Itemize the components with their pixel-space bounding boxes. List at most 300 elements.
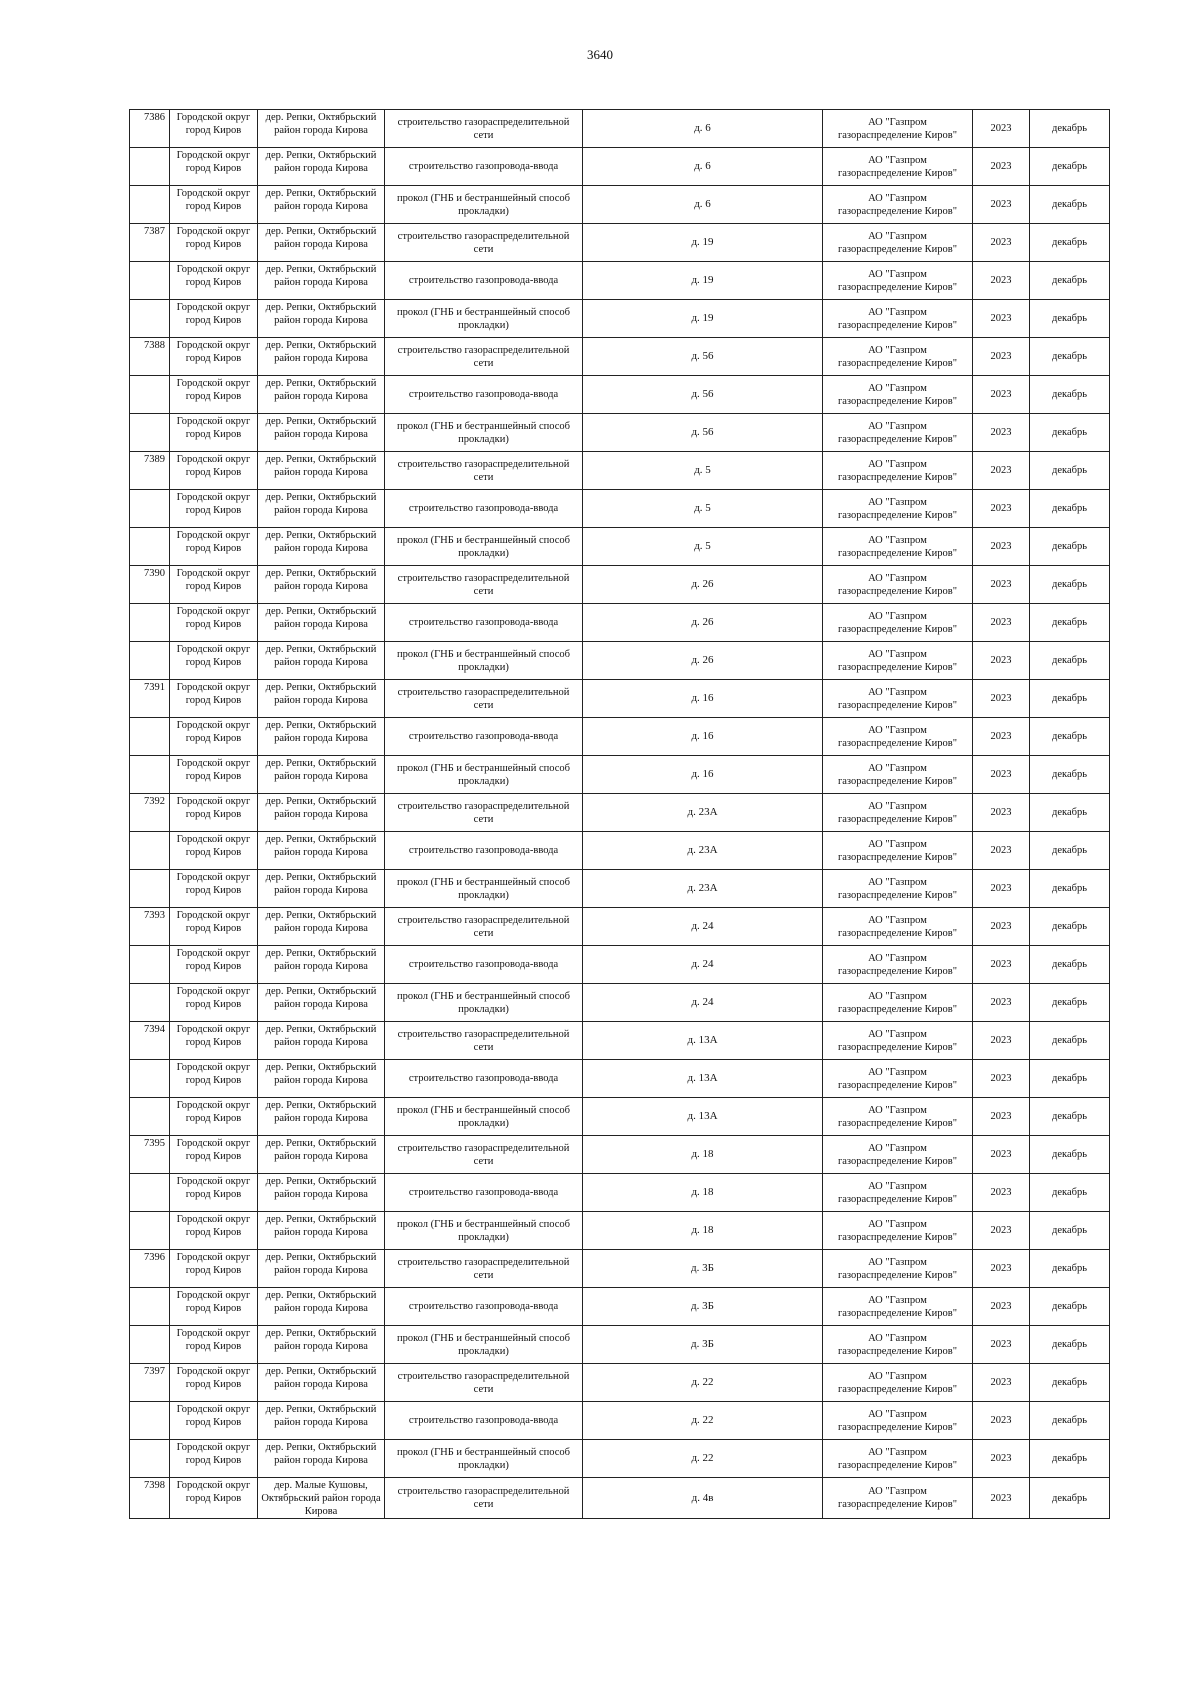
row-number [130, 1402, 170, 1440]
location-cell: дер. Репки, Октябрьский район города Кирова [258, 338, 385, 376]
table-row [130, 642, 1110, 680]
location-cell: дер. Репки, Октябрьский район города Кирова [258, 1288, 385, 1326]
house-number-cell: д. 13А [583, 1022, 823, 1060]
location-cell: дер. Репки, Октябрьский район города Кирова [258, 832, 385, 870]
work-type-cell: строительство газораспределительной сети [385, 1478, 583, 1519]
house-number-cell: д. 18 [583, 1174, 823, 1212]
table-row [130, 1022, 1110, 1060]
organization-cell: АО "Газпром газораспределение Киров" [823, 1174, 973, 1212]
municipality-cell: Городской округ город Киров [170, 908, 258, 946]
month-cell: декабрь [1030, 376, 1110, 414]
table-row [130, 1402, 1110, 1440]
table-row [130, 376, 1110, 414]
house-number-cell: д. 23А [583, 832, 823, 870]
table-row [130, 490, 1110, 528]
row-number: 7396 [130, 1250, 170, 1288]
row-number: 7389 [130, 452, 170, 490]
year-cell: 2023 [973, 984, 1030, 1022]
organization-cell: АО "Газпром газораспределение Киров" [823, 1288, 973, 1326]
work-type-cell: прокол (ГНБ и бестраншейный способ прокладки) [385, 870, 583, 908]
table-row [130, 794, 1110, 832]
row-number: 7387 [130, 224, 170, 262]
organization-cell: АО "Газпром газораспределение Киров" [823, 148, 973, 186]
table-row [130, 1060, 1110, 1098]
location-cell: дер. Репки, Октябрьский район города Кирова [258, 1364, 385, 1402]
month-cell: декабрь [1030, 1022, 1110, 1060]
table-row [130, 1478, 1110, 1519]
house-number-cell: д. 26 [583, 604, 823, 642]
house-number-cell: д. 6 [583, 148, 823, 186]
location-cell: дер. Репки, Октябрьский район города Кирова [258, 604, 385, 642]
municipality-cell: Городской округ город Киров [170, 794, 258, 832]
year-cell: 2023 [973, 1136, 1030, 1174]
municipality-cell: Городской округ город Киров [170, 680, 258, 718]
year-cell: 2023 [973, 794, 1030, 832]
location-cell: дер. Репки, Октябрьский район города Кирова [258, 452, 385, 490]
location-cell: дер. Репки, Октябрьский район города Кирова [258, 642, 385, 680]
year-cell: 2023 [973, 1326, 1030, 1364]
location-cell: дер. Репки, Октябрьский район города Кирова [258, 1098, 385, 1136]
municipality-cell: Городской округ город Киров [170, 1402, 258, 1440]
house-number-cell: д. 13А [583, 1098, 823, 1136]
municipality-cell: Городской округ город Киров [170, 870, 258, 908]
table-row [130, 1326, 1110, 1364]
table-row [130, 756, 1110, 794]
municipality-cell: Городской округ город Киров [170, 1326, 258, 1364]
location-cell: дер. Репки, Октябрьский район города Кирова [258, 756, 385, 794]
municipality-cell: Городской округ город Киров [170, 528, 258, 566]
work-type-cell: строительство газораспределительной сети [385, 1364, 583, 1402]
work-type-cell: строительство газораспределительной сети [385, 224, 583, 262]
month-cell: декабрь [1030, 870, 1110, 908]
row-number [130, 148, 170, 186]
table-row [130, 604, 1110, 642]
municipality-cell: Городской округ город Киров [170, 376, 258, 414]
house-number-cell: д. 3Б [583, 1326, 823, 1364]
month-cell: декабрь [1030, 1440, 1110, 1478]
location-cell: дер. Репки, Октябрьский район города Кирова [258, 224, 385, 262]
organization-cell: АО "Газпром газораспределение Киров" [823, 110, 973, 148]
organization-cell: АО "Газпром газораспределение Киров" [823, 566, 973, 604]
municipality-cell: Городской округ город Киров [170, 490, 258, 528]
registry-table [129, 109, 1110, 1519]
table-row [130, 186, 1110, 224]
row-number [130, 1212, 170, 1250]
month-cell: декабрь [1030, 566, 1110, 604]
house-number-cell: д. 6 [583, 110, 823, 148]
year-cell: 2023 [973, 1440, 1030, 1478]
organization-cell: АО "Газпром газораспределение Киров" [823, 1136, 973, 1174]
organization-cell: АО "Газпром газораспределение Киров" [823, 452, 973, 490]
row-number [130, 984, 170, 1022]
month-cell: декабрь [1030, 414, 1110, 452]
organization-cell: АО "Газпром газораспределение Киров" [823, 604, 973, 642]
work-type-cell: строительство газораспределительной сети [385, 452, 583, 490]
row-number [130, 1440, 170, 1478]
work-type-cell: прокол (ГНБ и бестраншейный способ прокладки) [385, 1326, 583, 1364]
location-cell: дер. Репки, Октябрьский район города Кирова [258, 148, 385, 186]
municipality-cell: Городской округ город Киров [170, 1478, 258, 1519]
year-cell: 2023 [973, 870, 1030, 908]
house-number-cell: д. 16 [583, 680, 823, 718]
row-number: 7386 [130, 110, 170, 148]
year-cell: 2023 [973, 262, 1030, 300]
month-cell: декабрь [1030, 1478, 1110, 1519]
table-row [130, 338, 1110, 376]
organization-cell: АО "Газпром газораспределение Киров" [823, 490, 973, 528]
month-cell: декабрь [1030, 452, 1110, 490]
organization-cell: АО "Газпром газораспределение Киров" [823, 300, 973, 338]
organization-cell: АО "Газпром газораспределение Киров" [823, 908, 973, 946]
location-cell: дер. Репки, Октябрьский район города Кирова [258, 566, 385, 604]
location-cell: дер. Репки, Октябрьский район города Кирова [258, 794, 385, 832]
month-cell: декабрь [1030, 794, 1110, 832]
row-number: 7395 [130, 1136, 170, 1174]
month-cell: декабрь [1030, 186, 1110, 224]
year-cell: 2023 [973, 186, 1030, 224]
municipality-cell: Городской округ город Киров [170, 148, 258, 186]
location-cell: дер. Репки, Октябрьский район города Кирова [258, 1022, 385, 1060]
house-number-cell: д. 22 [583, 1440, 823, 1478]
month-cell: декабрь [1030, 946, 1110, 984]
work-type-cell: строительство газораспределительной сети [385, 680, 583, 718]
house-number-cell: д. 22 [583, 1364, 823, 1402]
row-number [130, 1098, 170, 1136]
row-number [130, 300, 170, 338]
month-cell: декабрь [1030, 604, 1110, 642]
table-row [130, 148, 1110, 186]
month-cell: декабрь [1030, 110, 1110, 148]
house-number-cell: д. 5 [583, 452, 823, 490]
location-cell: дер. Репки, Октябрьский район города Кирова [258, 1250, 385, 1288]
month-cell: декабрь [1030, 832, 1110, 870]
house-number-cell: д. 24 [583, 908, 823, 946]
row-number [130, 946, 170, 984]
year-cell: 2023 [973, 300, 1030, 338]
month-cell: декабрь [1030, 1288, 1110, 1326]
year-cell: 2023 [973, 832, 1030, 870]
year-cell: 2023 [973, 718, 1030, 756]
work-type-cell: строительство газопровода-ввода [385, 1402, 583, 1440]
year-cell: 2023 [973, 1402, 1030, 1440]
row-number: 7392 [130, 794, 170, 832]
row-number [130, 1174, 170, 1212]
organization-cell: АО "Газпром газораспределение Киров" [823, 1326, 973, 1364]
month-cell: декабрь [1030, 1098, 1110, 1136]
year-cell: 2023 [973, 414, 1030, 452]
location-cell: дер. Репки, Октябрьский район города Кирова [258, 680, 385, 718]
location-cell: дер. Репки, Октябрьский район города Кирова [258, 414, 385, 452]
house-number-cell: д. 4в [583, 1478, 823, 1519]
year-cell: 2023 [973, 224, 1030, 262]
table-row [130, 566, 1110, 604]
organization-cell: АО "Газпром газораспределение Киров" [823, 984, 973, 1022]
row-number [130, 832, 170, 870]
work-type-cell: строительство газораспределительной сети [385, 908, 583, 946]
work-type-cell: строительство газопровода-ввода [385, 262, 583, 300]
table-row [130, 946, 1110, 984]
row-number [130, 490, 170, 528]
year-cell: 2023 [973, 148, 1030, 186]
year-cell: 2023 [973, 1212, 1030, 1250]
municipality-cell: Городской округ город Киров [170, 1136, 258, 1174]
house-number-cell: д. 56 [583, 414, 823, 452]
house-number-cell: д. 16 [583, 718, 823, 756]
year-cell: 2023 [973, 642, 1030, 680]
month-cell: декабрь [1030, 1364, 1110, 1402]
house-number-cell: д. 26 [583, 642, 823, 680]
municipality-cell: Городской округ город Киров [170, 1440, 258, 1478]
organization-cell: АО "Газпром газораспределение Киров" [823, 528, 973, 566]
house-number-cell: д. 24 [583, 984, 823, 1022]
month-cell: декабрь [1030, 528, 1110, 566]
house-number-cell: д. 19 [583, 224, 823, 262]
organization-cell: АО "Газпром газораспределение Киров" [823, 832, 973, 870]
municipality-cell: Городской округ город Киров [170, 1288, 258, 1326]
row-number: 7390 [130, 566, 170, 604]
municipality-cell: Городской округ город Киров [170, 110, 258, 148]
page-number: 3640 [587, 47, 613, 62]
table-row [130, 870, 1110, 908]
row-number: 7398 [130, 1478, 170, 1519]
location-cell: дер. Репки, Октябрьский район города Кирова [258, 984, 385, 1022]
month-cell: декабрь [1030, 338, 1110, 376]
location-cell: дер. Репки, Октябрьский район города Кирова [258, 528, 385, 566]
year-cell: 2023 [973, 1478, 1030, 1519]
table-row [130, 1440, 1110, 1478]
work-type-cell: прокол (ГНБ и бестраншейный способ прокладки) [385, 1440, 583, 1478]
house-number-cell: д. 3Б [583, 1250, 823, 1288]
work-type-cell: строительство газораспределительной сети [385, 794, 583, 832]
work-type-cell: строительство газопровода-ввода [385, 946, 583, 984]
municipality-cell: Городской округ город Киров [170, 604, 258, 642]
house-number-cell: д. 56 [583, 376, 823, 414]
work-type-cell: прокол (ГНБ и бестраншейный способ прокладки) [385, 414, 583, 452]
row-number [130, 870, 170, 908]
row-number [130, 528, 170, 566]
house-number-cell: д. 18 [583, 1212, 823, 1250]
year-cell: 2023 [973, 338, 1030, 376]
municipality-cell: Городской округ город Киров [170, 1174, 258, 1212]
house-number-cell: д. 19 [583, 300, 823, 338]
location-cell: дер. Репки, Октябрьский район города Кирова [258, 490, 385, 528]
organization-cell: АО "Газпром газораспределение Киров" [823, 642, 973, 680]
row-number [130, 1288, 170, 1326]
organization-cell: АО "Газпром газораспределение Киров" [823, 946, 973, 984]
table-row [130, 528, 1110, 566]
table-row [130, 718, 1110, 756]
location-cell: дер. Репки, Октябрьский район города Кирова [258, 300, 385, 338]
location-cell: дер. Репки, Октябрьский район города Кирова [258, 1326, 385, 1364]
row-number [130, 756, 170, 794]
row-number [130, 718, 170, 756]
work-type-cell: строительство газораспределительной сети [385, 1022, 583, 1060]
work-type-cell: строительство газопровода-ввода [385, 718, 583, 756]
month-cell: декабрь [1030, 490, 1110, 528]
year-cell: 2023 [973, 566, 1030, 604]
year-cell: 2023 [973, 1174, 1030, 1212]
year-cell: 2023 [973, 680, 1030, 718]
table-row [130, 908, 1110, 946]
municipality-cell: Городской округ город Киров [170, 566, 258, 604]
organization-cell: АО "Газпром газораспределение Киров" [823, 756, 973, 794]
row-number [130, 604, 170, 642]
house-number-cell: д. 6 [583, 186, 823, 224]
month-cell: декабрь [1030, 1250, 1110, 1288]
location-cell: дер. Репки, Октябрьский район города Кирова [258, 376, 385, 414]
municipality-cell: Городской округ город Киров [170, 186, 258, 224]
organization-cell: АО "Газпром газораспределение Киров" [823, 870, 973, 908]
month-cell: декабрь [1030, 1060, 1110, 1098]
municipality-cell: Городской округ город Киров [170, 1212, 258, 1250]
month-cell: декабрь [1030, 1174, 1110, 1212]
work-type-cell: прокол (ГНБ и бестраншейный способ прокладки) [385, 756, 583, 794]
month-cell: декабрь [1030, 984, 1110, 1022]
location-cell: дер. Репки, Октябрьский район города Кирова [258, 1440, 385, 1478]
house-number-cell: д. 26 [583, 566, 823, 604]
month-cell: декабрь [1030, 300, 1110, 338]
row-number [130, 1060, 170, 1098]
work-type-cell: строительство газопровода-ввода [385, 1060, 583, 1098]
year-cell: 2023 [973, 1250, 1030, 1288]
month-cell: декабрь [1030, 756, 1110, 794]
work-type-cell: строительство газопровода-ввода [385, 1174, 583, 1212]
table-row [130, 1098, 1110, 1136]
organization-cell: АО "Газпром газораспределение Киров" [823, 1022, 973, 1060]
municipality-cell: Городской округ город Киров [170, 946, 258, 984]
year-cell: 2023 [973, 490, 1030, 528]
table-row [130, 1174, 1110, 1212]
location-cell: дер. Репки, Октябрьский район города Кирова [258, 908, 385, 946]
organization-cell: АО "Газпром газораспределение Киров" [823, 1060, 973, 1098]
location-cell: дер. Репки, Октябрьский район города Кирова [258, 186, 385, 224]
month-cell: декабрь [1030, 224, 1110, 262]
year-cell: 2023 [973, 528, 1030, 566]
row-number [130, 376, 170, 414]
month-cell: декабрь [1030, 908, 1110, 946]
house-number-cell: д. 13А [583, 1060, 823, 1098]
year-cell: 2023 [973, 1098, 1030, 1136]
organization-cell: АО "Газпром газораспределение Киров" [823, 680, 973, 718]
location-cell: дер. Репки, Октябрьский район города Кирова [258, 262, 385, 300]
year-cell: 2023 [973, 110, 1030, 148]
organization-cell: АО "Газпром газораспределение Киров" [823, 224, 973, 262]
table-row [130, 262, 1110, 300]
month-cell: декабрь [1030, 148, 1110, 186]
municipality-cell: Городской округ город Киров [170, 756, 258, 794]
work-type-cell: строительство газораспределительной сети [385, 338, 583, 376]
work-type-cell: прокол (ГНБ и бестраншейный способ прокладки) [385, 642, 583, 680]
house-number-cell: д. 22 [583, 1402, 823, 1440]
house-number-cell: д. 18 [583, 1136, 823, 1174]
house-number-cell: д. 5 [583, 528, 823, 566]
month-cell: декабрь [1030, 1402, 1110, 1440]
organization-cell: АО "Газпром газораспределение Киров" [823, 186, 973, 224]
work-type-cell: строительство газораспределительной сети [385, 110, 583, 148]
location-cell: дер. Репки, Октябрьский район города Кирова [258, 1136, 385, 1174]
table-row [130, 984, 1110, 1022]
organization-cell: АО "Газпром газораспределение Киров" [823, 262, 973, 300]
location-cell: дер. Репки, Октябрьский район города Кирова [258, 718, 385, 756]
organization-cell: АО "Газпром газораспределение Киров" [823, 1212, 973, 1250]
table-row [130, 224, 1110, 262]
year-cell: 2023 [973, 604, 1030, 642]
organization-cell: АО "Газпром газораспределение Киров" [823, 718, 973, 756]
row-number: 7391 [130, 680, 170, 718]
year-cell: 2023 [973, 1364, 1030, 1402]
work-type-cell: строительство газопровода-ввода [385, 1288, 583, 1326]
month-cell: декабрь [1030, 680, 1110, 718]
year-cell: 2023 [973, 376, 1030, 414]
work-type-cell: прокол (ГНБ и бестраншейный способ прокладки) [385, 528, 583, 566]
table-row [130, 452, 1110, 490]
row-number: 7394 [130, 1022, 170, 1060]
organization-cell: АО "Газпром газораспределение Киров" [823, 1364, 973, 1402]
organization-cell: АО "Газпром газораспределение Киров" [823, 1098, 973, 1136]
organization-cell: АО "Газпром газораспределение Киров" [823, 1440, 973, 1478]
row-number [130, 186, 170, 224]
year-cell: 2023 [973, 946, 1030, 984]
work-type-cell: строительство газораспределительной сети [385, 1250, 583, 1288]
location-cell: дер. Репки, Октябрьский район города Кирова [258, 1212, 385, 1250]
table-row [130, 110, 1110, 148]
municipality-cell: Городской округ город Киров [170, 1364, 258, 1402]
house-number-cell: д. 23А [583, 870, 823, 908]
month-cell: декабрь [1030, 1326, 1110, 1364]
row-number: 7388 [130, 338, 170, 376]
house-number-cell: д. 3Б [583, 1288, 823, 1326]
work-type-cell: строительство газопровода-ввода [385, 376, 583, 414]
municipality-cell: Городской округ город Киров [170, 718, 258, 756]
municipality-cell: Городской округ город Киров [170, 262, 258, 300]
table-body [130, 110, 1110, 1519]
work-type-cell: прокол (ГНБ и бестраншейный способ прокладки) [385, 300, 583, 338]
municipality-cell: Городской округ город Киров [170, 1098, 258, 1136]
year-cell: 2023 [973, 1288, 1030, 1326]
month-cell: декабрь [1030, 262, 1110, 300]
work-type-cell: прокол (ГНБ и бестраншейный способ прокладки) [385, 984, 583, 1022]
location-cell: дер. Репки, Октябрьский район города Кирова [258, 1060, 385, 1098]
organization-cell: АО "Газпром газораспределение Киров" [823, 1402, 973, 1440]
location-cell: дер. Репки, Октябрьский район города Кирова [258, 1174, 385, 1212]
row-number [130, 262, 170, 300]
location-cell: дер. Репки, Октябрьский район города Кирова [258, 946, 385, 984]
location-cell: дер. Репки, Октябрьский район города Кирова [258, 1402, 385, 1440]
work-type-cell: строительство газопровода-ввода [385, 832, 583, 870]
municipality-cell: Городской округ город Киров [170, 832, 258, 870]
month-cell: декабрь [1030, 1136, 1110, 1174]
location-cell: дер. Репки, Октябрьский район города Кирова [258, 110, 385, 148]
month-cell: декабрь [1030, 642, 1110, 680]
work-type-cell: прокол (ГНБ и бестраншейный способ прокладки) [385, 1098, 583, 1136]
work-type-cell: прокол (ГНБ и бестраншейный способ прокладки) [385, 1212, 583, 1250]
organization-cell: АО "Газпром газораспределение Киров" [823, 1478, 973, 1519]
municipality-cell: Городской округ город Киров [170, 1250, 258, 1288]
table-row [130, 680, 1110, 718]
year-cell: 2023 [973, 452, 1030, 490]
work-type-cell: строительство газораспределительной сети [385, 1136, 583, 1174]
year-cell: 2023 [973, 908, 1030, 946]
municipality-cell: Городской округ город Киров [170, 452, 258, 490]
work-type-cell: строительство газораспределительной сети [385, 566, 583, 604]
organization-cell: АО "Газпром газораспределение Киров" [823, 338, 973, 376]
organization-cell: АО "Газпром газораспределение Киров" [823, 1250, 973, 1288]
location-cell: дер. Репки, Октябрьский район города Кирова [258, 870, 385, 908]
house-number-cell: д. 19 [583, 262, 823, 300]
table-row [130, 1250, 1110, 1288]
municipality-cell: Городской округ город Киров [170, 300, 258, 338]
row-number [130, 642, 170, 680]
